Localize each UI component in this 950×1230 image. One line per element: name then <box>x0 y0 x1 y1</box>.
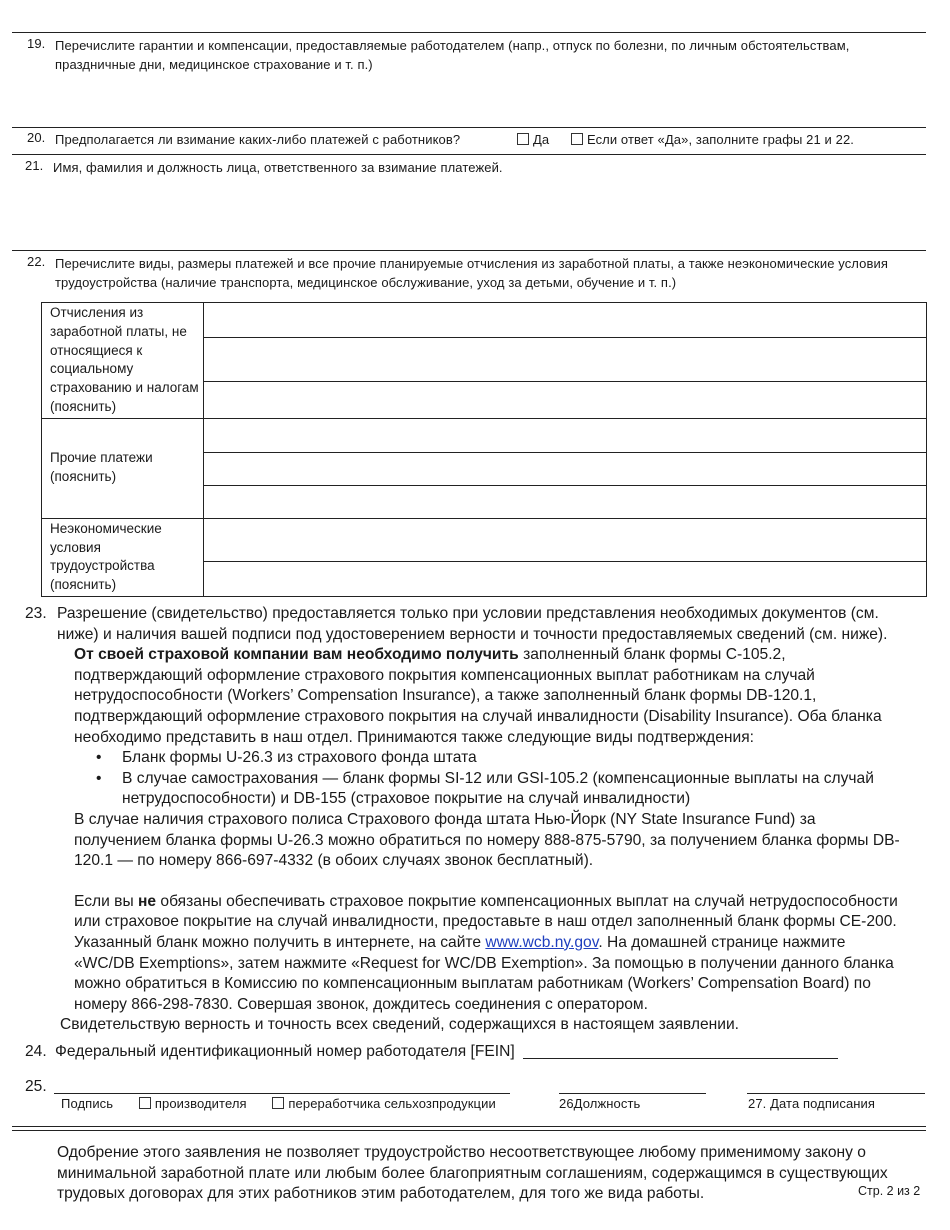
q20-yes-checkbox[interactable] <box>517 133 529 145</box>
q23-p3-c: . На домашней странице нажмите «WC/DB Exemptions», затем нажмите «Request for WC/DB Exemption». За помощью в получении данного бланка можно обратиться в Комиссию по компенсационным выплатам работникам (Workers’ Compensation Board) по номеру 866-298-7830. Совершая звонок, дождитесь соединения с оператором. <box>74 933 894 1013</box>
footer-rule-2 <box>12 1130 926 1131</box>
question-20 <box>27 130 927 149</box>
q23-bullet-list <box>74 748 905 810</box>
q21-number: 21. <box>25 158 44 173</box>
deductions-table <box>41 302 927 597</box>
date-label: 27. Дата подписания <box>748 1096 876 1111</box>
top-rule <box>12 32 926 33</box>
q23-p3-bold: не <box>138 892 157 910</box>
question-23 <box>25 604 905 1036</box>
q23-bold-lead: От своей страховой компании вам необходимо получить <box>74 646 519 664</box>
q20-yes-label: Да <box>533 132 550 147</box>
question-24 <box>25 1042 515 1063</box>
processor-label: переработчика сельхозпродукции <box>288 1096 496 1111</box>
q23-p3-a: Если вы <box>74 892 138 910</box>
q23-number: 23. <box>25 605 47 622</box>
q20-if-yes-label: Если ответ «Да», заполните графы 21 и 22. <box>586 132 854 147</box>
footer-rule-1 <box>12 1126 926 1127</box>
deductions-field-2a[interactable] <box>204 418 927 452</box>
q22-top-rule <box>12 250 926 251</box>
footer-disclaimer: Одобрение этого заявления не позволяет трудоустройство несоответствующее любому применимому закону о минимальной заработной плате или любым более благоприятным соглашениям, содержащимся в существующих трудовых договорах для этих работников этим работодателем, для того же вида работы. <box>57 1144 888 1203</box>
deductions-field-1c[interactable] <box>204 381 927 418</box>
q23-intro: Разрешение (свидетельство) предоставляется только при условии представления необходимых документов (см. ниже) и наличия вашей подписи под удостоверением верности и точности предоставляемых сведений (см. ниже). <box>57 605 888 643</box>
q19-number: 19. <box>27 36 46 51</box>
q20-top-rule <box>12 127 926 128</box>
deductions-field-1a[interactable] <box>204 303 927 338</box>
q21-answer-area[interactable] <box>40 180 920 246</box>
q20-row <box>55 130 927 149</box>
signature-line[interactable] <box>54 1093 510 1094</box>
signature-label: Подпись <box>61 1096 114 1111</box>
date-line[interactable] <box>747 1093 925 1094</box>
q19-text: Перечислите гарантии и компенсации, предоставляемые работодателем (напр., отпуск по болезни, по личным обстоятельствам, праздничные дни, медицинское страхование и т. п.) <box>55 38 850 72</box>
page-number: Стр. 2 из 2 <box>858 1184 921 1198</box>
position-line[interactable] <box>559 1093 706 1094</box>
q20-text: Предполагается ли взимание каких-либо платежей с работников? <box>55 132 461 147</box>
q23-p3-b: обязаны обеспечивать страховое покрытие компенсационных выплат на случай нетрудоспособности или страховое покрытие на случай инвалидности, предоставьте в наш отдел заполненный бланк формы CE-200. Указанный бланк можно получить в интернете, на сайте <box>74 892 898 951</box>
position-label: 26Должность <box>559 1096 641 1111</box>
q20-number: 20. <box>27 130 46 145</box>
question-19 <box>27 36 927 74</box>
q21-text: Имя, фамилия и должность лица, ответственного за взимание платежей. <box>53 160 503 175</box>
q19-answer-area[interactable] <box>40 80 920 124</box>
deductions-field-3b[interactable] <box>204 561 927 596</box>
wcb-website-link[interactable]: www.wcb.ny.gov <box>485 933 599 951</box>
q24-text: Федеральный идентификационный номер работодателя [FEIN] <box>55 1043 515 1060</box>
deductions-field-1b[interactable] <box>204 338 927 382</box>
q23-p1-rest: заполненный бланк формы C-105.2, подтверждающий оформление страхового покрытия компенсационных выплат работникам на случай нетрудоспособности (Workers’ Compensation Insurance), а также заполненный бланк формы DB-120.1, подтверждающий оформление страхового покрытия на случай инвалидности (Disability Insurance). Оба бланка необходимо представить в наш отдел. Принимаются также следующие виды подтверждения: <box>74 646 882 746</box>
q23-bullet-1: • Бланк формы U-26.3 из страхового фонда штата <box>74 748 905 769</box>
deductions-row-label-3: Неэкономические условия трудоустройства (пояснить) <box>42 518 204 596</box>
deductions-field-2b[interactable] <box>204 452 927 485</box>
q23-certify: Свидетельствую верность и точность всех сведений, содержащихся в настоящем заявлении. <box>60 1016 739 1034</box>
question-21 <box>25 158 925 177</box>
q23-body <box>74 645 905 1015</box>
q23-paragraph-2: В случае наличия страхового полиса Страхового фонда штата Нью-Йорк (NY State Insurance Fund) за получением бланка формы U-26.3 можно обратиться по номеру 888-875-5790, за получением бланка формы DB-120.1 — по номеру 866-697-4332 (в обоих случаях звонок бесплатный). <box>74 810 900 870</box>
q23-paragraph-1 <box>74 645 905 748</box>
q22-number: 22. <box>27 254 46 269</box>
deductions-field-3a[interactable] <box>204 518 927 561</box>
q23-paragraph-3 <box>74 892 905 1016</box>
question-22 <box>27 254 927 292</box>
deductions-row-label-1: Отчисления из заработной платы, не относящиеся к социальному страхованию и налогам (пояснить) <box>42 303 204 419</box>
processor-checkbox[interactable] <box>272 1097 284 1109</box>
fein-input-line[interactable] <box>523 1058 838 1059</box>
deductions-row-label-2: Прочие платежи (пояснить) <box>42 418 204 518</box>
q20-options <box>517 130 854 149</box>
signature-labels <box>61 1096 496 1111</box>
producer-checkbox[interactable] <box>139 1097 151 1109</box>
q25-number: 25. <box>25 1078 47 1095</box>
q23-bullet-2: • В случае самострахования — бланк формы SI-12 или GSI-105.2 (компенсационные выплаты на случай нетрудоспособности) и DB-155 (страховое покрытие на случай инвалидности) <box>74 769 905 810</box>
q24-number: 24. <box>25 1043 47 1060</box>
q20-bottom-rule <box>12 154 926 155</box>
q20-if-yes-checkbox[interactable] <box>571 133 583 145</box>
q22-text: Перечислите виды, размеры платежей и все прочие планируемые отчисления из заработной платы, а также неэкономические условия трудоустройства (наличие транспорта, медицинское обслуживание, уход за детьми, обучение и т. п.) <box>55 256 888 290</box>
deductions-field-2c[interactable] <box>204 485 927 518</box>
producer-label: производителя <box>154 1096 247 1111</box>
